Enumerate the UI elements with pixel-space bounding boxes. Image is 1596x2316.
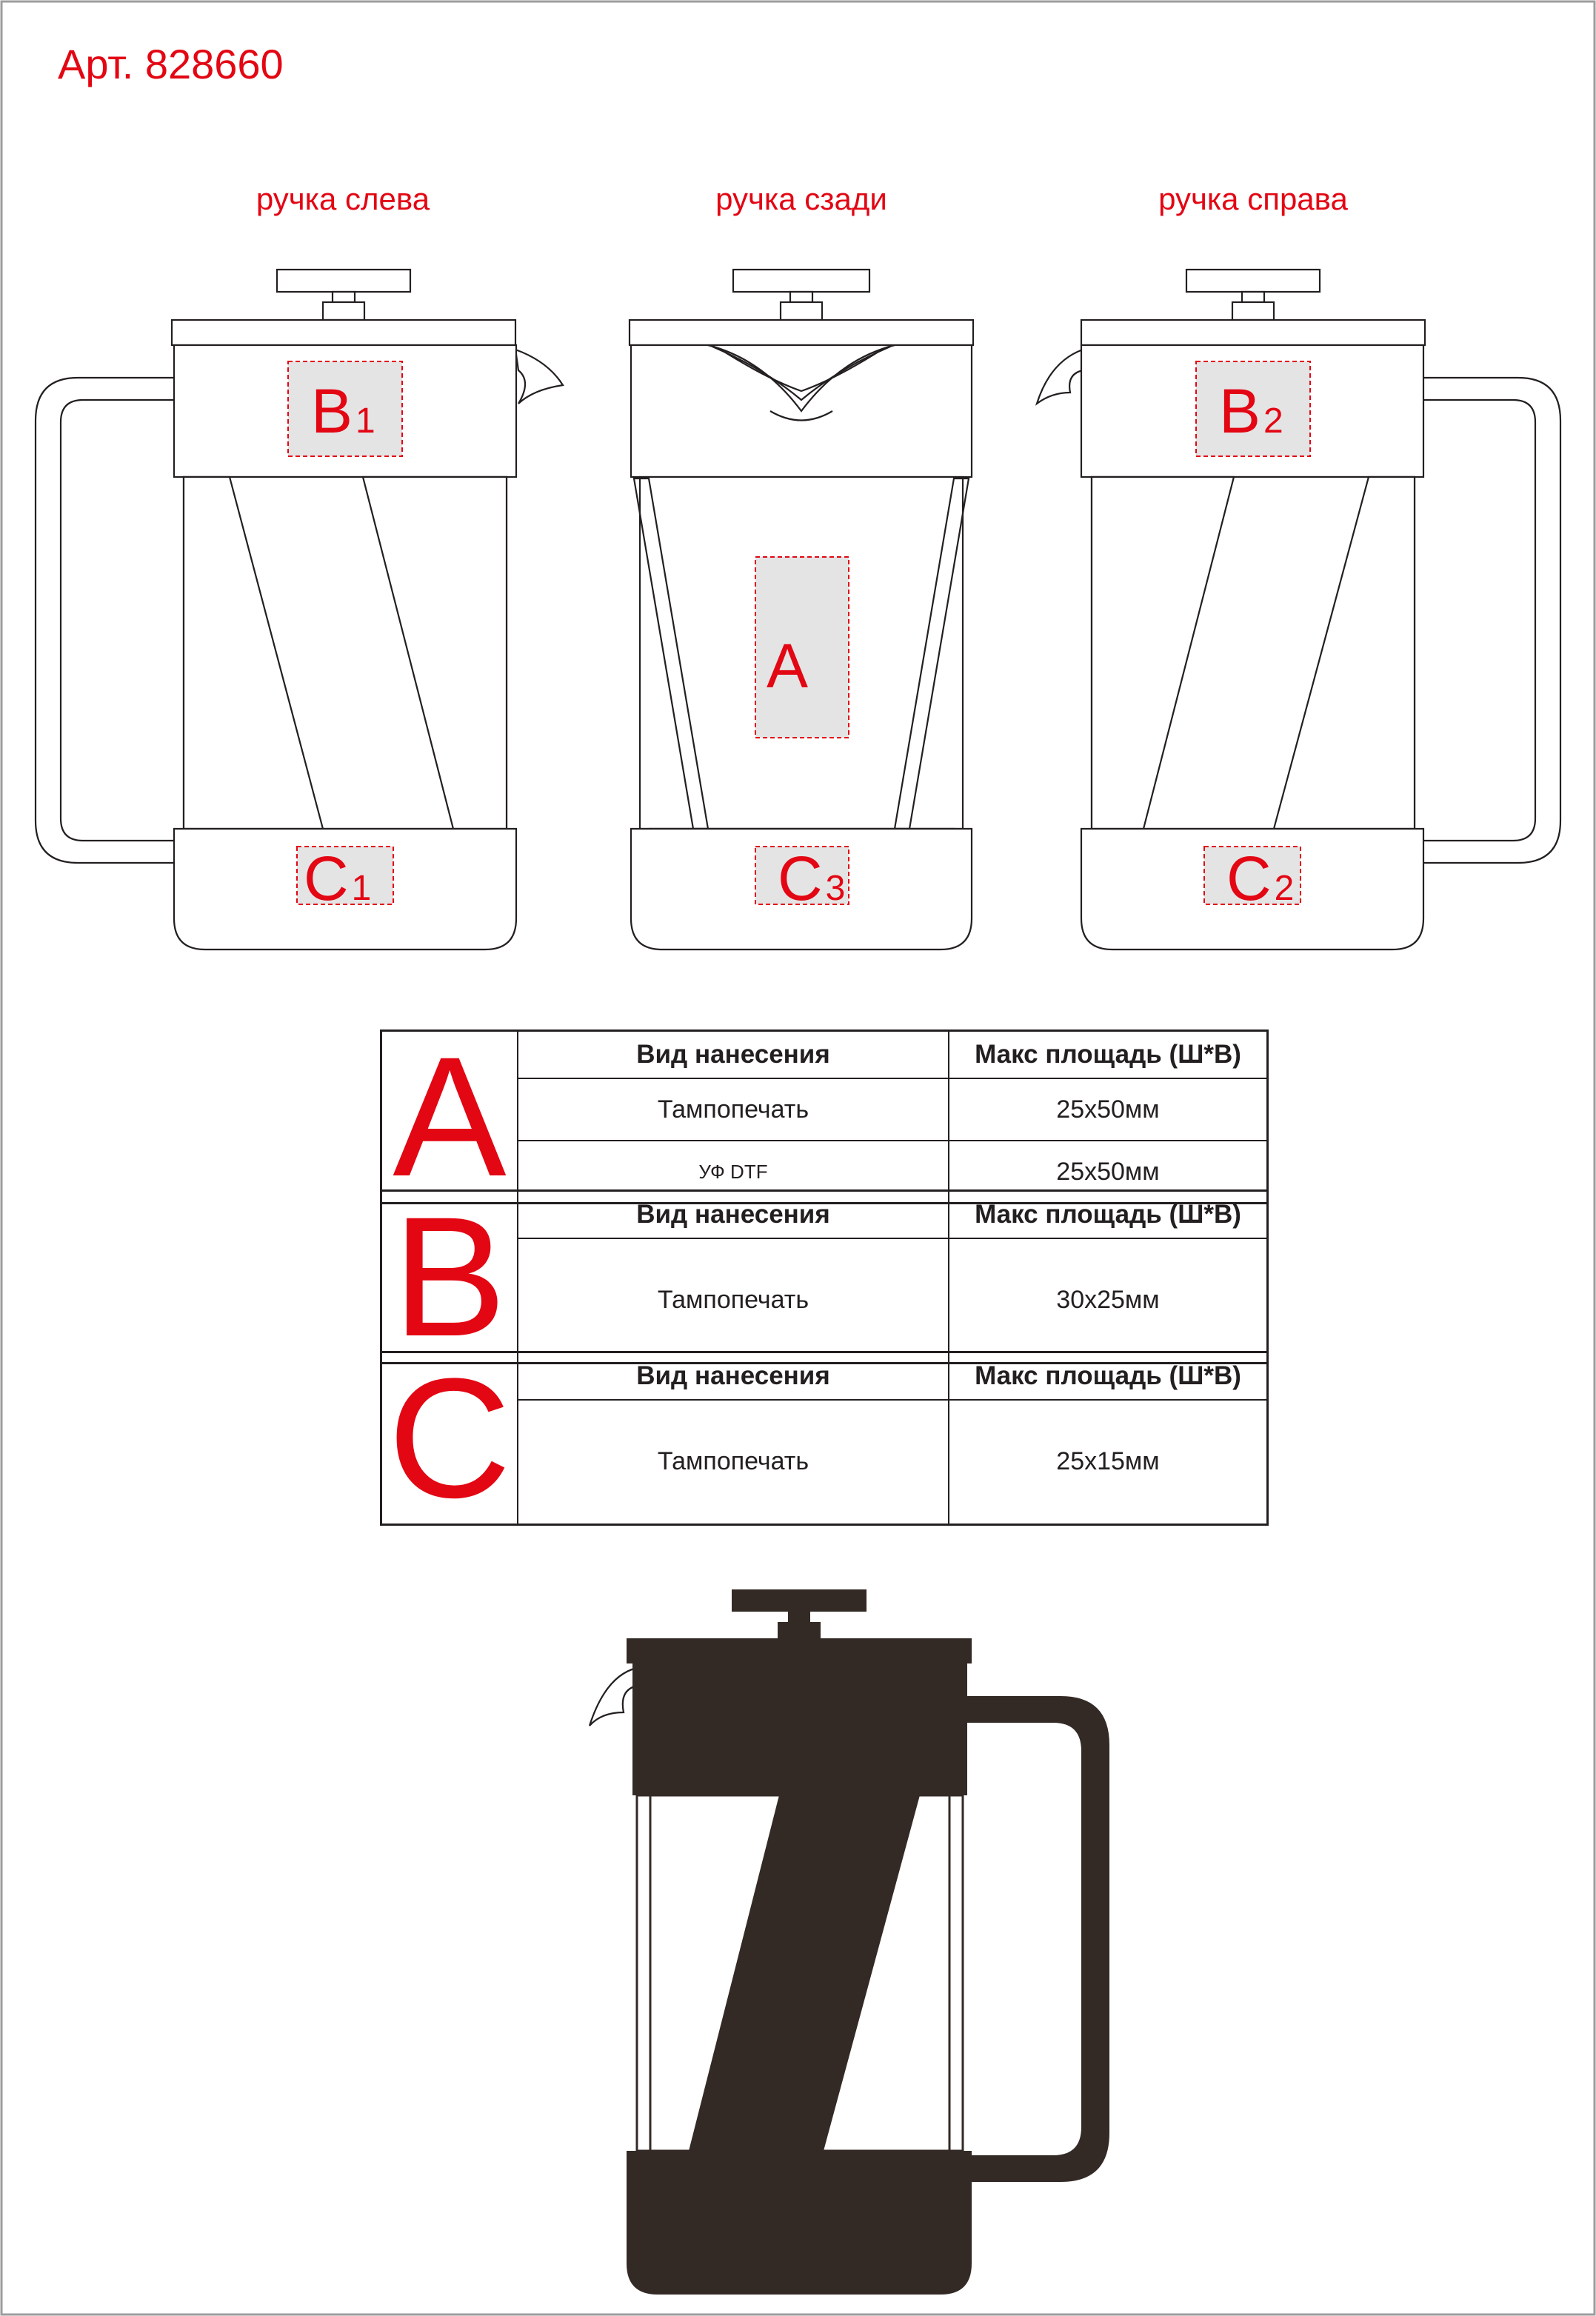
- zone-a: [755, 557, 849, 738]
- header-area: Макс площадь (Ш*В): [949, 1352, 1268, 1400]
- method-cell: Тампопечать: [518, 1400, 949, 1525]
- zone-c1-sub: 1: [351, 869, 372, 908]
- area-cell: 25х15мм: [949, 1400, 1268, 1525]
- zone-c3-letter: C: [778, 844, 823, 913]
- zone-c3: [755, 844, 849, 913]
- spec-table-c-letter: C: [381, 1352, 518, 1525]
- header-area: Макс площадь (Ш*В): [949, 1191, 1268, 1238]
- view-label-right: ручка справа: [1158, 181, 1348, 216]
- zone-c2-letter: C: [1226, 844, 1272, 913]
- zone-c2: [1204, 844, 1300, 913]
- zone-c1-letter: C: [304, 844, 349, 913]
- view-label-back: ручка сзади: [715, 181, 887, 216]
- product-silhouette: [590, 1589, 1109, 2295]
- area-cell: 30х25мм: [949, 1238, 1268, 1364]
- zone-a-letter: A: [767, 631, 809, 701]
- area-cell: 25х50мм: [949, 1078, 1268, 1141]
- spec-table-b: [380, 1181, 1269, 1372]
- spec-table-b-letter: B: [381, 1191, 518, 1364]
- zone-b1: [288, 361, 402, 456]
- view-label-left: ручка слева: [256, 181, 430, 216]
- spec-table-c: [380, 1343, 1269, 1533]
- spec-table-a-letter: A: [381, 1031, 518, 1204]
- zone-c2-sub: 2: [1274, 869, 1295, 908]
- spec-table-a: [380, 1021, 1269, 1212]
- header-area: Макс площадь (Ш*В): [949, 1031, 1268, 1079]
- header-method: Вид нанесения: [518, 1352, 949, 1400]
- zone-c1: [297, 844, 393, 913]
- zone-b1-sub: 1: [355, 401, 375, 441]
- zone-b2-sub: 2: [1263, 401, 1283, 441]
- method-cell: УФ DTF: [518, 1141, 949, 1203]
- area-cell: 25х50мм: [949, 1141, 1268, 1203]
- article-title: Арт. 828660: [58, 41, 284, 87]
- method-cell: Тампопечать: [518, 1238, 949, 1364]
- zone-b2: [1196, 361, 1310, 456]
- zone-b2-letter: B: [1219, 376, 1261, 446]
- zone-c3-sub: 3: [825, 869, 846, 908]
- header-method: Вид нанесения: [518, 1031, 949, 1079]
- zone-b1-letter: B: [311, 376, 353, 446]
- method-cell: Тампопечать: [518, 1078, 949, 1141]
- header-method: Вид нанесения: [518, 1191, 949, 1238]
